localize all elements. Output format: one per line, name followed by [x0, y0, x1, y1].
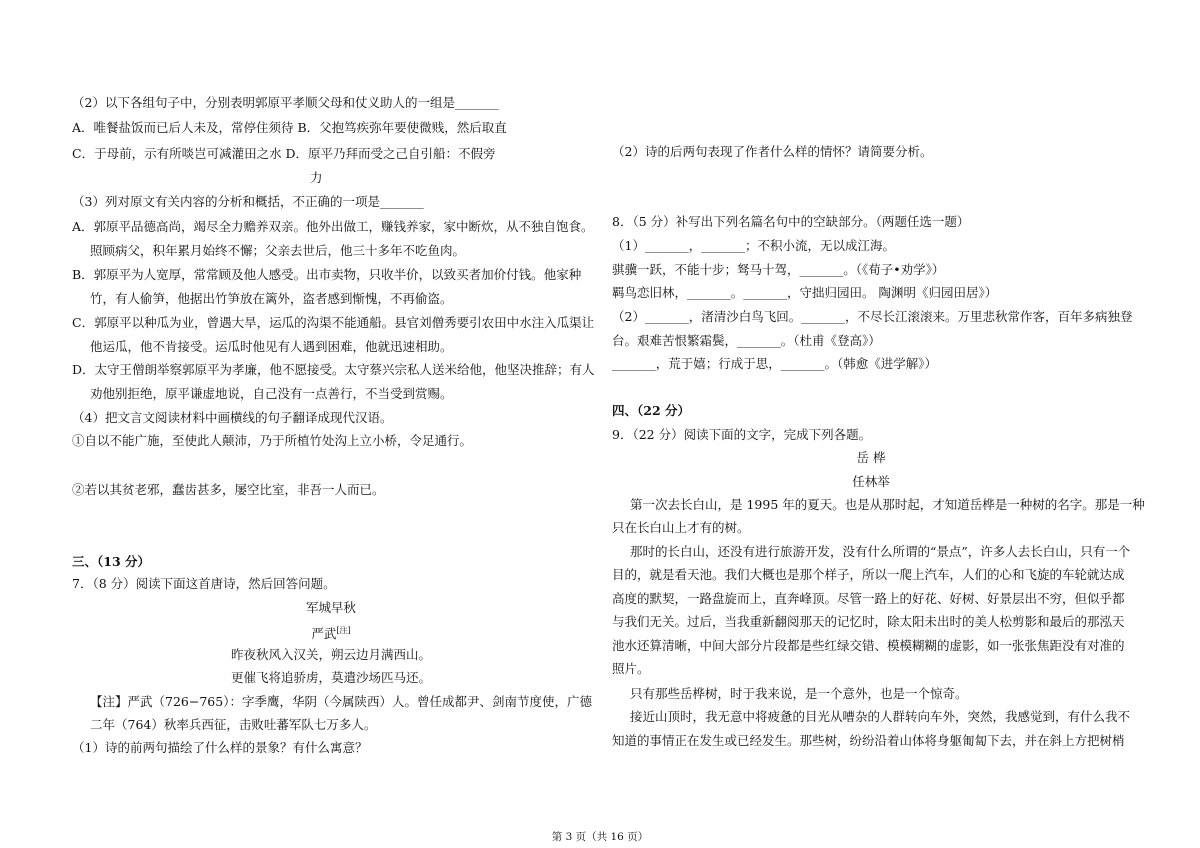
q2-stem: （2）以下各组句子中，分别表明郭原平孝顺父母和仗义助人的一组是_______ [72, 95, 499, 110]
essay-title: 岳 桦 [856, 450, 886, 465]
q7-stem: 7．（8 分）阅读下面这首唐诗，然后回答问题。 [72, 576, 336, 591]
poem-line-2: 更催飞将追骄虏，莫遣沙场匹马还。 [230, 670, 431, 685]
q8-part2-line1: （2）_______，渚清沙白鸟飞回。_______，不尽长江滚滚来。万里悲秋常作客，百年多病独登 [612, 309, 1133, 324]
essay-par2-line2: 目的，就是看天池。我们大概也是那个样子，所以一爬上汽车，人们的心和飞旋的车轮就达成 [612, 567, 1125, 582]
q3-option-d-line2: 劝他别拒绝，原平谦虚地说，自己没有一点善行，不当受到赏赐。 [90, 386, 453, 401]
q3-option-d-line1: D．太守王僧朗举察郭原平为孝廉，他不愿接受。太守蔡兴宗私人送米给他，他坚决推辞；有人 [72, 362, 595, 377]
q7-sub2: （2）诗的后两句表现了作者什么样的情怀？请简要分析。 [612, 144, 933, 159]
q3-option-b-line2: 竹，有人偷笋，他据出竹笋放在篱外，盗者感到惭愧，不再偷盗。 [90, 291, 453, 306]
essay-par4-line2: 知道的事情正在发生或已经发生。那些树，纷纷沿着山体将身躯匍匐下去，并在斜上方把树梢 [612, 733, 1125, 748]
q8-stem: 8．（5 分）补写出下列名篇名句中的空缺部分。（两题任选一题） [612, 214, 970, 229]
section-4-heading: 四、（22 分） [612, 403, 690, 418]
q8-part2-line2: 台。艰难苦恨繁霜鬓，_______。（杜甫《登高》） [612, 333, 881, 348]
poem-author-note-marker: [注] [336, 626, 351, 635]
poem-note-line1: 【注】严武（726−765）：字季鹰，华阴（今属陕西）人。曾任成都尹、剑南节度使，广德 [90, 694, 592, 709]
q2-option-d-cont: 力 [310, 170, 323, 185]
section-3-heading: 三、（13 分） [72, 554, 150, 569]
essay-author: 任林举 [852, 474, 890, 489]
q3-option-b-line1: B．郭原平为人宽厚，常常顾及他人感受。出市卖物，只收半价，以致买者加价付钱。他家种 [72, 267, 582, 282]
poem-author [72, 623, 590, 642]
q9-stem: 9．（22 分）阅读下面的文字，完成下列各题。 [612, 427, 872, 442]
essay-par2-line5: 池水还算清晰，中间大部分片段都是些红绿交错、模模糊糊的虚影，如一张张焦距没有对准的 [612, 638, 1125, 653]
poem-line-1: 昨夜秋风入汉关，朔云边月满西山。 [230, 647, 431, 662]
essay-par2-line4: 与我们无关。过后，当我重新翻阅那天的记忆时，除太阳未出时的美人松剪影和最后的那泓天 [612, 614, 1125, 629]
poem-title: 军城早秋 [305, 600, 356, 615]
q4-stem: （4）把文言文阅读材料中画横线的句子翻译成现代汉语。 [72, 410, 393, 425]
q4-sentence-2: ②若以其贫老邪，蠢齿甚多，屡空比室，非吾一人而已。 [72, 482, 385, 497]
q2-option-c-d: C．于母前，示有所啖岂可减灌田之水 D．原平乃拜而受之己自引船：不假旁 [72, 146, 496, 161]
essay-par1-line1: 第一次去长白山，是 1995 年的夏天。也是从那时起，才知道岳桦是一种树的名字。那是一种 [630, 497, 1145, 512]
q3-option-c-line1: C．郭原平以种瓜为业，曾遇大旱，运瓜的沟渠不能通船。县官刘僧秀要引农田中水注入瓜渠让 [72, 315, 595, 330]
q4-sentence-1: ①自以不能广施，至使此人颠沛，乃于所植竹处沟上立小桥，令足通行。 [72, 433, 473, 448]
essay-par2-line3: 高度的默契，一路盘旋而上，直奔峰顶。尽管一路上的好花、好树、好景层出不穷，但似乎都 [612, 591, 1125, 606]
q8-part1-line1: （1）_______，_______；不积小流，无以成江海。 [612, 238, 895, 253]
essay-par2-line1: 那时的长白山，还没有进行旅游开发，没有什么所谓的“景点”，许多人去长白山，只有一个 [630, 544, 1131, 559]
q7-sub1: （1）诗的前两句描绘了什么样的景象？有什么寓意？ [72, 740, 368, 755]
essay-par4-line1: 接近山顶时，我无意中将疲惫的目光从嘈杂的人群转向车外，突然，我感觉到，有什么我不 [630, 709, 1131, 724]
q3-stem: （3）列对原文有关内容的分析和概括，不正确的一项是_______ [72, 194, 424, 209]
q8-part1-line2: 骐骥一跃，不能十步；驽马十驾，_______。（《荀子•劝学》） [612, 262, 945, 277]
q8-part2-line3: _______，荒于嬉；行成于思，_______。（韩愈《进学解》） [612, 356, 938, 371]
q8-part1-line3: 羁鸟恋旧林，_______。_______，守拙归园田。 陶渊明《归园田居》） [612, 285, 998, 300]
q3-option-a-line1: A．郭原平品德高尚，竭尽全力赡养双亲。他外出做工，赚钱养家，家中断炊，从不独自饱食。 [72, 219, 594, 234]
essay-par1-line2: 只在长白山上才有的树。 [612, 520, 750, 535]
q3-option-a-line2: 照顾病父，积年累月始终不懈；父亲去世后，他三十多年不吃鱼肉。 [90, 243, 466, 258]
q3-option-c-line2: 他运瓜，他不肯接受。运瓜时他见有人遇到困难，他就迅速相助。 [90, 339, 453, 354]
q2-option-a-b: A．唯餐盐饭而已后人未及，常停住须待 B．父抱笃疾弥年要使微贱，然后取直 [72, 120, 507, 135]
essay-par2-line6: 照片。 [612, 661, 650, 676]
poem-note-line2: 二年（764）秋率兵西征，击败吐蕃军队七万多人。 [90, 717, 377, 732]
poem-author-name: 严武 [311, 626, 337, 642]
essay-par3: 只有那些岳桦树，时于我来说，是一个意外，也是一个惊奇。 [630, 686, 968, 701]
page-footer: 第 3 页（共 16 页） [551, 831, 649, 843]
